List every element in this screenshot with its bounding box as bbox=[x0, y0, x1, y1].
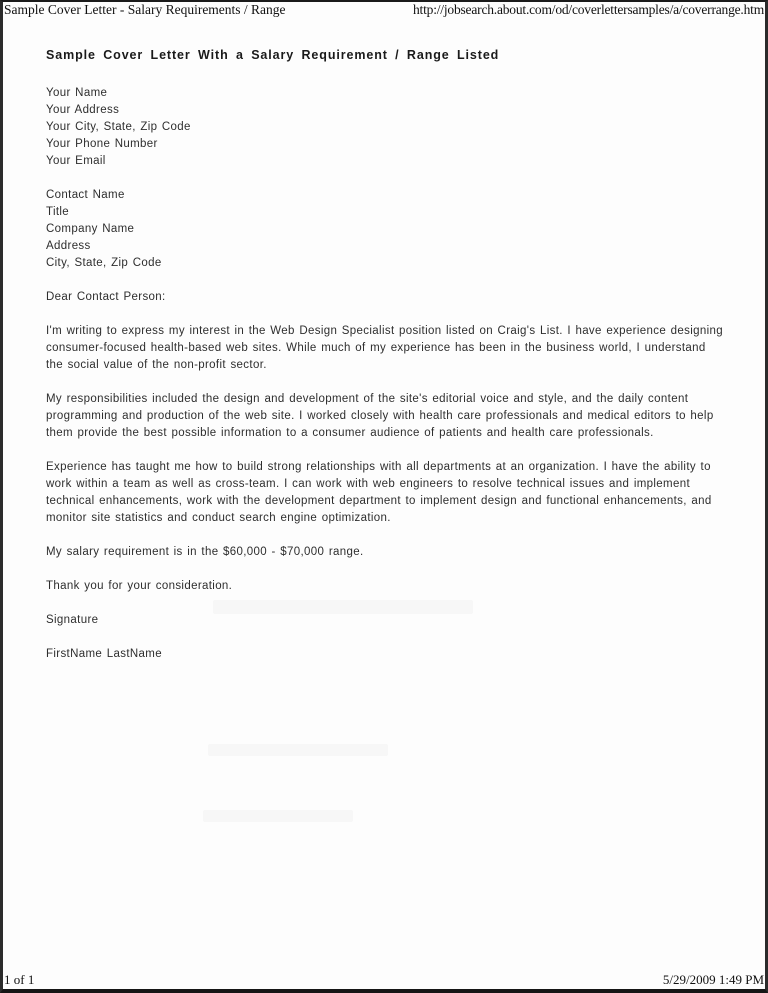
scan-artifact bbox=[208, 744, 388, 756]
sender-name-line: Your Name bbox=[46, 86, 108, 99]
sender-city-line: Your City, State, Zip Code bbox=[46, 120, 191, 133]
page-count: 1 of 1 bbox=[4, 972, 35, 987]
sender-phone-line: Your Phone Number bbox=[46, 137, 158, 150]
scan-artifact bbox=[203, 810, 353, 822]
print-footer bbox=[4, 972, 764, 988]
print-timestamp: 5/29/2009 1:49 PM bbox=[662, 972, 764, 987]
recipient-city-line: City, State, Zip Code bbox=[46, 256, 162, 269]
signature-name: FirstName LastName bbox=[46, 647, 162, 660]
print-header-url: http://jobsearch.about.com/od/coverlettersamples/a/coverrange.htm bbox=[413, 2, 764, 17]
salary-requirement-line: My salary requirement is in the $60,000 - $70,000 range. bbox=[46, 545, 364, 558]
paragraph-experience: Experience has taught me how to build strong relationships with all departments at an organization. I have the ability to work within a team as well as cross-team. I can work with web engineers to resolve technical issues and implement technical enhancements, work with the development department to implement design and functional enhancements, and monitor site statistics and conduct search engine optimization. bbox=[46, 460, 712, 524]
closing-line: Thank you for your consideration. bbox=[46, 579, 233, 592]
sender-address-line: Your Address bbox=[46, 103, 120, 116]
recipient-address-line: Address bbox=[46, 239, 91, 252]
paragraph-responsibilities: My responsibilities included the design and development of the site's editorial voice and style, and the daily content programming and production of the web site. I worked closely with health care professionals and medical editors to help them provide the best possible information to a consumer audience of patients and health care professionals. bbox=[46, 392, 714, 439]
recipient-name-line: Contact Name bbox=[46, 188, 125, 201]
sender-email-line: Your Email bbox=[46, 154, 106, 167]
recipient-title-line: Title bbox=[46, 205, 70, 218]
recipient-address-block bbox=[46, 187, 723, 272]
recipient-company-line: Company Name bbox=[46, 222, 135, 235]
salutation: Dear Contact Person: bbox=[46, 290, 166, 303]
print-header-title: Sample Cover Letter - Salary Requirements / Range bbox=[4, 2, 286, 17]
sender-address-block bbox=[46, 85, 723, 170]
document-title: Sample Cover Letter With a Salary Requirement / Range Listed bbox=[46, 47, 500, 62]
letter-document bbox=[3, 19, 765, 663]
paragraph-intro: I'm writing to express my interest in the Web Design Specialist position listed on Craig's List. I have experience designing consumer-focused health-based web sites. While much of my experience has been in the business world, I understand the social value of the non-profit sector. bbox=[46, 324, 724, 371]
signature-label: Signature bbox=[46, 613, 99, 626]
print-header bbox=[3, 2, 765, 19]
